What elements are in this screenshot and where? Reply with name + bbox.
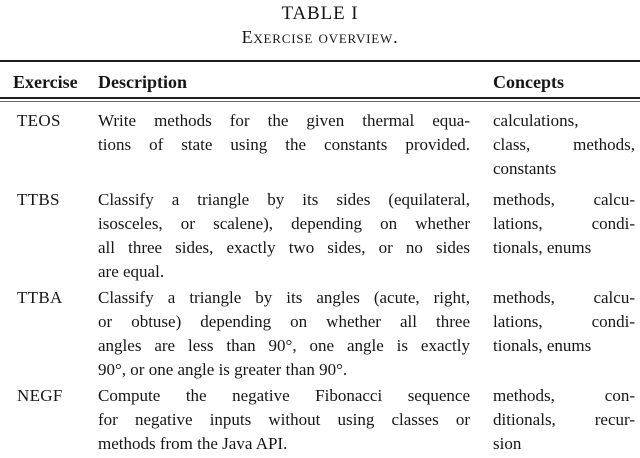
text-line: calculations, (493, 111, 579, 130)
header-exercise: Exercise (13, 72, 78, 92)
text-line: 90°, or one angle is greater than 90°. (98, 360, 348, 379)
text-line: methods, calcu- (493, 190, 635, 209)
text-line: class, methods, (493, 135, 635, 154)
text-line: constants (493, 159, 557, 178)
exercise-concepts (493, 286, 635, 382)
text-line: tionals, enums (493, 336, 592, 355)
text-line: ditionals, recur- (493, 410, 635, 429)
table-header-rule (0, 97, 640, 102)
exercise-concepts (493, 188, 635, 284)
exercise-code: TEOS (17, 111, 61, 130)
text-line: or obtuse) depending on whether all three (98, 312, 470, 331)
exercise-code: TTBA (17, 288, 63, 307)
table-number: TABLE I (281, 3, 359, 24)
exercise-concepts (493, 384, 635, 456)
table-title: Exercise overview. (241, 27, 399, 47)
exercise-concepts (493, 109, 635, 181)
text-line: sion (493, 434, 522, 453)
header-concepts: Concepts (493, 72, 564, 92)
text-line: tionals, enums (493, 238, 592, 257)
table-row-teos (0, 109, 640, 181)
table-row-ttba (0, 286, 640, 382)
text-line: all three sides, exactly two sides, or no sides (98, 238, 470, 257)
text-line: Compute the negative Fibonacci sequence (98, 386, 470, 405)
text-line: tions of state using the constants provided. (98, 135, 470, 154)
text-line: isosceles, or scalene), depending on whether (98, 214, 470, 233)
table-caption (0, 0, 640, 47)
text-line: for negative inputs without using classes or (98, 410, 470, 429)
text-line: methods from the Java API. (98, 434, 288, 453)
text-line: methods, con- (493, 386, 635, 405)
exercise-description (98, 286, 470, 382)
table-row-negf (0, 384, 640, 456)
table-header-row (0, 62, 640, 97)
text-line: angles are less than 90°, one angle is exactly (98, 336, 470, 355)
text-line: are equal. (98, 262, 165, 281)
exercise-code: NEGF (17, 386, 63, 405)
exercise-code: TTBS (17, 190, 60, 209)
text-line: methods, calcu- (493, 288, 635, 307)
table-row-ttbs (0, 188, 640, 284)
text-line: lations, condi- (493, 312, 635, 331)
text-line: Write methods for the given thermal equa- (98, 111, 470, 130)
exercise-description (98, 384, 470, 456)
exercise-description (98, 188, 470, 284)
text-line: Classify a triangle by its sides (equilateral, (98, 190, 470, 209)
text-line: lations, condi- (493, 214, 635, 233)
text-line: Classify a triangle by its angles (acute, right, (98, 288, 470, 307)
exercise-description (98, 109, 470, 181)
header-description: Description (98, 72, 187, 92)
